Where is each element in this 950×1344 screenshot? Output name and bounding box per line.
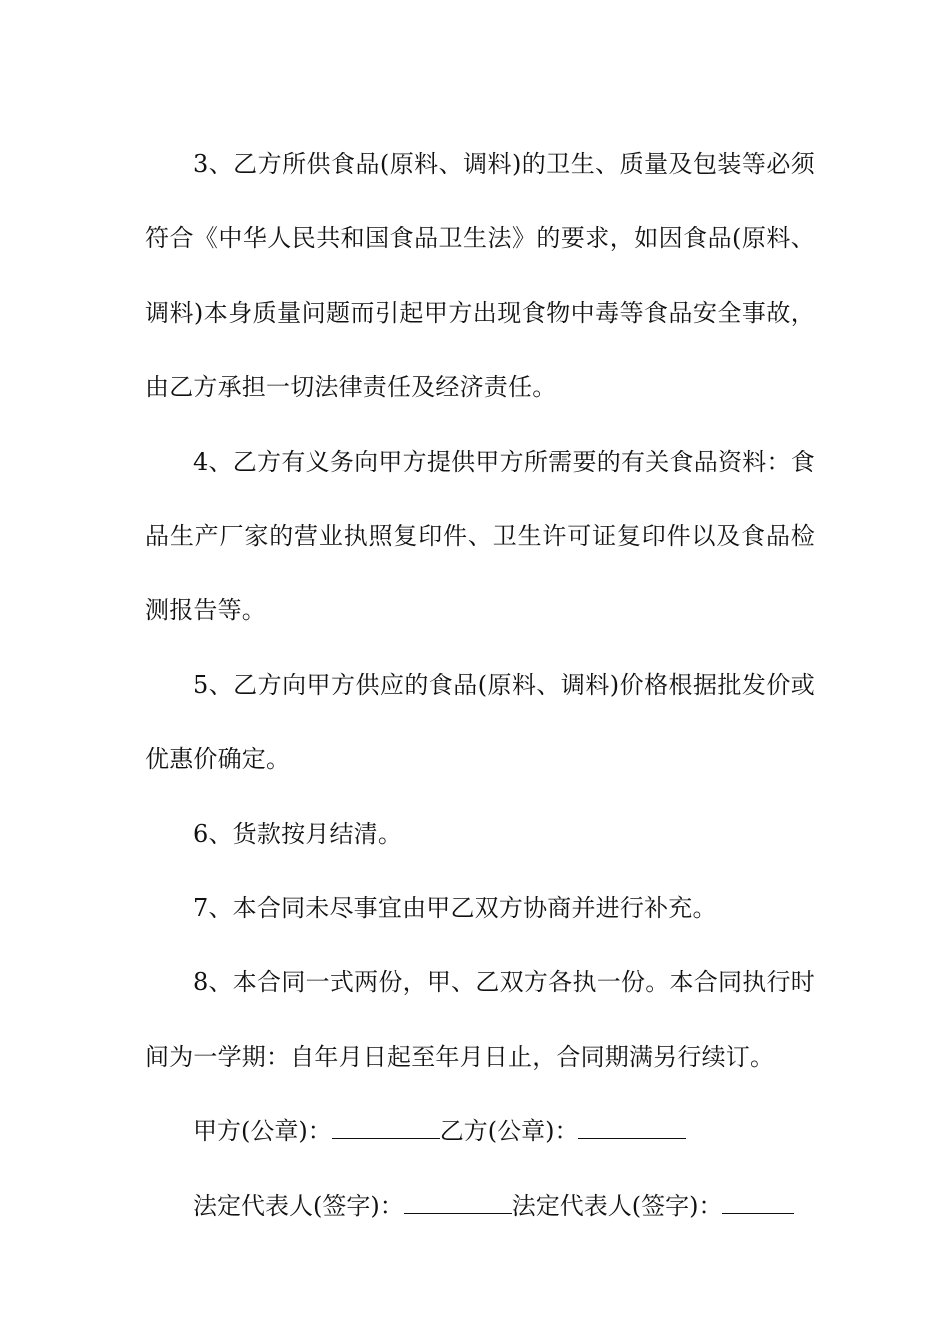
clause-4: 4、乙方有义务向甲方提供甲方所需要的有关食品资料：食品生产厂家的营业执照复印件、卫生许可证复印件以及食品检测报告等。 [145, 447, 815, 625]
party-a-seal-blank [332, 1120, 440, 1139]
party-b-rep-label: 法定代表人(签字)： [511, 1191, 723, 1220]
party-b-seal-label: 乙方(公章)： [439, 1117, 579, 1146]
party-b-seal-blank [578, 1120, 686, 1139]
clause-8: 8、本合同一式两份，甲、乙双方各执一份。本合同执行时间为一学期：自年月日起至年月日止，合同期满另行续订。 [145, 968, 815, 1071]
party-a-seal-label: 甲方(公章)： [193, 1117, 332, 1146]
party-a-rep-blank [404, 1195, 512, 1214]
party-b-rep-blank [722, 1195, 794, 1214]
contract-body [145, 127, 815, 1243]
clause-3: 3、乙方所供食品(原料、调料)的卫生、质量及包装等必须符合《中华人民共和国食品卫生法》的要求，如因食品(原料、调料)本身质量问题而引起甲方出现食物中毒等食品安全事故，由乙方承担一切法律责任及经济责任。 [145, 150, 815, 402]
representative-signature-line [145, 1169, 815, 1243]
clause-7: 7、本合同未尽事宜由甲乙双方协商并进行补充。 [193, 894, 717, 923]
party-a-rep-label: 法定代表人(签字)： [193, 1191, 404, 1220]
seal-signature-line [145, 1094, 815, 1168]
clause-5: 5、乙方向甲方供应的食品(原料、调料)价格根据批发价或优惠价确定。 [145, 670, 815, 774]
clause-6: 6、货款按月结清。 [193, 819, 403, 848]
